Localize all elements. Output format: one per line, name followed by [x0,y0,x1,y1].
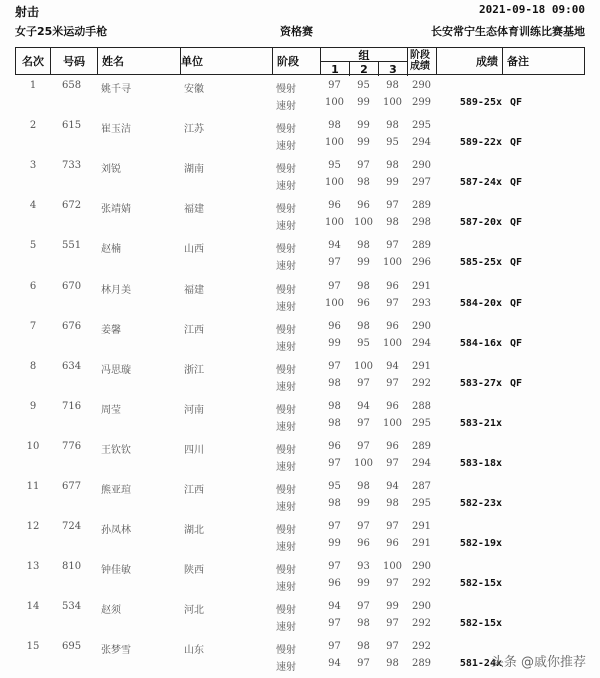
rapid-g2: 98 [357,618,370,630]
bib-cell: 810 [62,561,82,573]
table-row [15,80,585,120]
remark-cell: QF [510,137,523,149]
stage-slow: 慢射 [276,605,296,617]
bib-cell: 716 [62,400,82,412]
unit-cell: 河南 [184,404,204,416]
slow-g3: 94 [386,360,399,372]
table-row [15,120,585,160]
name-cell: 赵须 [101,605,121,617]
rapid-g2: 99 [357,137,370,149]
slow-g1: 98 [328,120,341,132]
rapid-g2: 97 [357,417,370,429]
rapid-g1: 99 [328,538,341,550]
stage-slow: 慢射 [276,485,296,496]
slow-g3: 96 [386,400,399,412]
rapid-g3: 97 [386,297,399,309]
slow-g2: 98 [357,481,370,492]
rapid-g3: 100 [382,257,403,269]
slow-g2: 97 [357,440,370,452]
rank-cell: 14 [26,601,40,613]
slow-g3: 97 [386,240,399,252]
name-cell: 熊亚瑄 [101,485,131,496]
rapid-g1: 94 [328,658,341,670]
unit-cell: 山东 [184,645,204,657]
bib-cell: 695 [62,641,82,653]
bib-cell: 551 [62,240,82,252]
slow-total: 290 [411,160,432,172]
rapid-g3: 97 [386,377,399,389]
datetime: 2021-09-18 09:00 [479,3,585,16]
slow-g1: 97 [328,641,341,653]
stage-slow: 慢射 [276,364,296,376]
stage-slow: 慢射 [276,565,296,577]
rapid-g1: 98 [328,498,341,509]
remark-cell: QF [510,177,523,189]
slow-total: 291 [411,521,432,533]
stage-rapid: 速射 [276,221,296,233]
rank-cell: 9 [29,400,37,412]
rapid-g3: 100 [382,417,403,429]
slow-total: 292 [411,641,432,653]
rapid-g3: 97 [386,457,399,469]
slow-g2: 95 [357,80,370,91]
score-cell: 585-25x [459,257,502,269]
slow-g2: 98 [357,280,370,292]
bib-cell: 670 [62,280,82,292]
rank-cell: 6 [29,280,37,292]
remark-cell: QF [510,297,523,309]
table-row [15,361,585,401]
slow-g1: 96 [328,200,341,212]
rank-cell: 11 [26,481,40,492]
col-remark: 备注 [507,55,529,68]
rapid-g2: 99 [357,97,370,108]
stage-rapid: 速射 [276,622,296,634]
slow-g1: 97 [328,360,341,372]
rapid-total: 292 [411,578,432,590]
rank-cell: 8 [29,360,37,372]
score-cell: 583-27x [459,377,502,389]
slow-total: 290 [411,80,432,91]
slow-g1: 97 [328,280,341,292]
col-g1: 1 [321,62,350,76]
rapid-g3: 95 [386,137,399,149]
stage-slow: 慢射 [276,124,296,136]
slow-total: 289 [411,440,432,452]
slow-total: 289 [411,200,432,212]
rapid-g3: 100 [382,337,403,349]
table-row [15,200,585,240]
col-stage: 阶段 [273,48,321,74]
stage-rapid: 速射 [276,502,296,513]
slow-g2: 99 [357,120,370,132]
slow-g1: 95 [328,160,341,172]
unit-cell: 江西 [184,485,204,496]
stage-slow: 慢射 [276,284,296,296]
rapid-total: 293 [411,297,432,309]
rapid-g1: 99 [328,337,341,349]
rapid-g1: 100 [324,217,345,229]
unit-cell: 湖北 [184,525,204,537]
unit-cell: 陕西 [184,565,204,577]
slow-g1: 97 [328,80,341,91]
slow-total: 287 [411,481,432,492]
stage-slow: 慢射 [276,164,296,176]
name-cell: 林月美 [101,284,131,296]
bib-cell: 776 [62,440,82,452]
table-row [15,240,585,280]
rapid-g2: 95 [357,337,370,349]
col-group: 组 [321,48,408,62]
rank-cell: 5 [29,240,37,252]
score-cell: 583-21x [459,417,502,429]
rapid-g3: 100 [382,97,403,108]
score-cell: 582-15x [459,578,502,590]
slow-g2: 98 [357,320,370,332]
score-cell: 587-24x [459,177,502,189]
unit-cell: 福建 [184,284,204,296]
slow-total: 289 [411,240,432,252]
score-cell: 582-19x [459,538,502,550]
stage-rapid: 速射 [276,341,296,353]
score-cell: 582-23x [459,498,502,509]
slow-g2: 94 [357,400,370,412]
bib-cell: 724 [62,521,82,533]
rapid-g2: 97 [357,658,370,670]
stage-rapid: 速射 [276,381,296,393]
unit-cell: 山西 [184,244,204,256]
slow-g1: 97 [328,561,341,573]
slow-g3: 97 [386,641,399,653]
stage-rapid: 速射 [276,261,296,273]
unit-cell: 福建 [184,204,204,216]
bib-cell: 672 [62,200,82,212]
slow-g2: 97 [357,601,370,613]
slow-total: 288 [411,400,432,412]
table-row [15,561,585,601]
watermark: 头条 @戚你推荐 [490,655,586,670]
stage-rapid: 速射 [276,542,296,554]
rank-cell: 1 [29,80,37,91]
col-g2: 2 [350,62,379,76]
slow-g3: 98 [386,120,399,132]
rapid-g3: 98 [386,498,399,509]
bib-cell: 634 [62,360,82,372]
stage-rapid: 速射 [276,181,296,193]
remark-cell: QF [510,257,523,269]
slow-g1: 94 [328,240,341,252]
rapid-g2: 99 [357,498,370,509]
rapid-g2: 96 [357,538,370,550]
rapid-g1: 100 [324,137,345,149]
name-cell: 姜馨 [101,324,121,336]
stage-rapid: 速射 [276,461,296,473]
rapid-g2: 99 [357,578,370,590]
unit-cell: 四川 [184,444,204,456]
rapid-total: 289 [411,658,432,670]
slow-g1: 96 [328,440,341,452]
rapid-total: 294 [411,137,432,149]
rapid-total: 295 [411,498,432,509]
stage-slow: 慢射 [276,324,296,336]
rapid-total: 296 [411,257,432,269]
slow-g2: 100 [353,360,374,372]
stage-slow: 慢射 [276,404,296,416]
table-row [15,441,585,481]
stage-slow: 慢射 [276,525,296,537]
score-cell: 584-16x [459,337,502,349]
remark-cell: QF [510,377,523,389]
bib-cell: 676 [62,320,82,332]
bib-cell: 733 [62,160,82,172]
rapid-g1: 97 [328,257,341,269]
rapid-g2: 99 [357,257,370,269]
stage-slow: 慢射 [276,204,296,216]
rapid-g3: 98 [386,658,399,670]
name-cell: 张靖婧 [101,204,131,216]
stage-rapid: 速射 [276,582,296,594]
rapid-g1: 100 [324,97,345,108]
name-cell: 钟佳敏 [101,565,131,577]
slow-total: 291 [411,360,432,372]
stage-slow: 慢射 [276,244,296,256]
rank-cell: 7 [29,320,37,332]
rank-cell: 13 [26,561,40,573]
score-cell: 581-24x [459,658,502,670]
rapid-g1: 98 [328,417,341,429]
slow-total: 290 [411,601,432,613]
stage-slow: 慢射 [276,645,296,657]
slow-g1: 94 [328,601,341,613]
table-row [15,281,585,321]
slow-total: 290 [411,561,432,573]
stage-slow: 慢射 [276,444,296,456]
slow-g3: 97 [386,521,399,533]
col-unit: 单位 [181,48,273,74]
stage-rapid: 速射 [276,301,296,313]
rapid-g2: 98 [357,177,370,189]
col-bib: 号码 [51,48,98,74]
rapid-total: 294 [411,457,432,469]
name-cell: 刘锐 [101,164,121,176]
slow-g3: 94 [386,481,399,492]
event-title: 女子25米运动手枪 [15,25,108,38]
rapid-total: 291 [411,538,432,550]
rank-cell: 4 [29,200,37,212]
bib-cell: 677 [62,481,82,492]
rapid-total: 294 [411,337,432,349]
slow-g1: 95 [328,481,341,492]
col-name: 姓名 [98,48,181,74]
rapid-g2: 96 [357,297,370,309]
slow-g2: 98 [357,641,370,653]
col-score: 成绩 [437,48,503,74]
slow-g3: 98 [386,80,399,91]
slow-g2: 97 [357,521,370,533]
rapid-g1: 97 [328,618,341,630]
table-row [15,601,585,641]
rapid-g1: 98 [328,377,341,389]
slow-g2: 97 [357,160,370,172]
table-row [15,160,585,200]
stage-slow: 慢射 [276,84,296,95]
table-header [15,47,585,75]
bib-cell: 658 [62,80,82,91]
col-stage-total: 阶段成绩 [408,48,437,74]
score-cell: 584-20x [459,297,502,309]
rapid-g3: 99 [386,177,399,189]
score-cell: 587-20x [459,217,502,229]
col-g3: 3 [379,62,408,76]
stage-rapid: 速射 [276,421,296,433]
remark-cell: QF [510,337,523,349]
slow-g3: 96 [386,440,399,452]
slow-g3: 96 [386,320,399,332]
rapid-g2: 97 [357,377,370,389]
score-cell: 589-22x [459,137,502,149]
stage-rapid: 速射 [276,101,296,112]
rank-cell: 10 [26,440,40,452]
rapid-g1: 100 [324,177,345,189]
rapid-total: 295 [411,417,432,429]
rank-cell: 12 [26,521,40,533]
table-row [15,321,585,361]
unit-cell: 河北 [184,605,204,617]
rank-cell: 15 [26,641,40,653]
sport-title: 射击 [15,5,40,19]
stage-rapid: 速射 [276,662,296,674]
name-cell: 孙凤林 [101,525,131,537]
unit-cell: 浙江 [184,364,204,376]
unit-cell: 湖南 [184,164,204,176]
rapid-g2: 100 [353,217,374,229]
name-cell: 冯思璇 [101,364,131,376]
table-row [15,401,585,441]
rank-cell: 2 [29,120,37,132]
table-row [15,481,585,521]
phase-title: 资格赛 [280,25,313,38]
unit-cell: 江西 [184,324,204,336]
rapid-total: 299 [411,97,432,108]
name-cell: 崔玉洁 [101,124,131,136]
slow-g1: 98 [328,400,341,412]
slow-g3: 99 [386,601,399,613]
bib-cell: 615 [62,120,82,132]
rapid-g2: 100 [353,457,374,469]
score-cell: 582-15x [459,618,502,630]
slow-total: 290 [411,320,432,332]
venue: 长安常宁生态体育训练比赛基地 [431,25,585,38]
slow-g1: 97 [328,521,341,533]
rapid-g1: 97 [328,457,341,469]
rapid-total: 292 [411,377,432,389]
rapid-g1: 96 [328,578,341,590]
unit-cell: 安徽 [184,84,204,95]
rapid-total: 298 [411,217,432,229]
name-cell: 王钦钦 [101,444,131,456]
slow-g3: 97 [386,200,399,212]
name-cell: 姚千寻 [101,84,131,95]
col-rank: 名次 [16,48,51,74]
rapid-total: 297 [411,177,432,189]
slow-total: 295 [411,120,432,132]
slow-g3: 98 [386,160,399,172]
name-cell: 赵楠 [101,244,121,256]
slow-g2: 98 [357,240,370,252]
table-row [15,521,585,561]
rapid-g1: 100 [324,297,345,309]
slow-g2: 96 [357,200,370,212]
rapid-g3: 96 [386,538,399,550]
unit-cell: 江苏 [184,124,204,136]
remark-cell: QF [510,97,523,108]
rank-cell: 3 [29,160,37,172]
score-cell: 583-18x [459,457,502,469]
name-cell: 张梦雪 [101,645,131,657]
slow-g1: 96 [328,320,341,332]
slow-g3: 100 [382,561,403,573]
bib-cell: 534 [62,601,82,613]
stage-rapid: 速射 [276,141,296,153]
rapid-g3: 98 [386,217,399,229]
slow-total: 291 [411,280,432,292]
score-cell: 589-25x [459,97,502,108]
rapid-g3: 97 [386,578,399,590]
name-cell: 周莹 [101,404,121,416]
remark-cell: QF [510,217,523,229]
rapid-total: 292 [411,618,432,630]
rapid-g3: 97 [386,618,399,630]
slow-g2: 93 [357,561,370,573]
slow-g3: 96 [386,280,399,292]
